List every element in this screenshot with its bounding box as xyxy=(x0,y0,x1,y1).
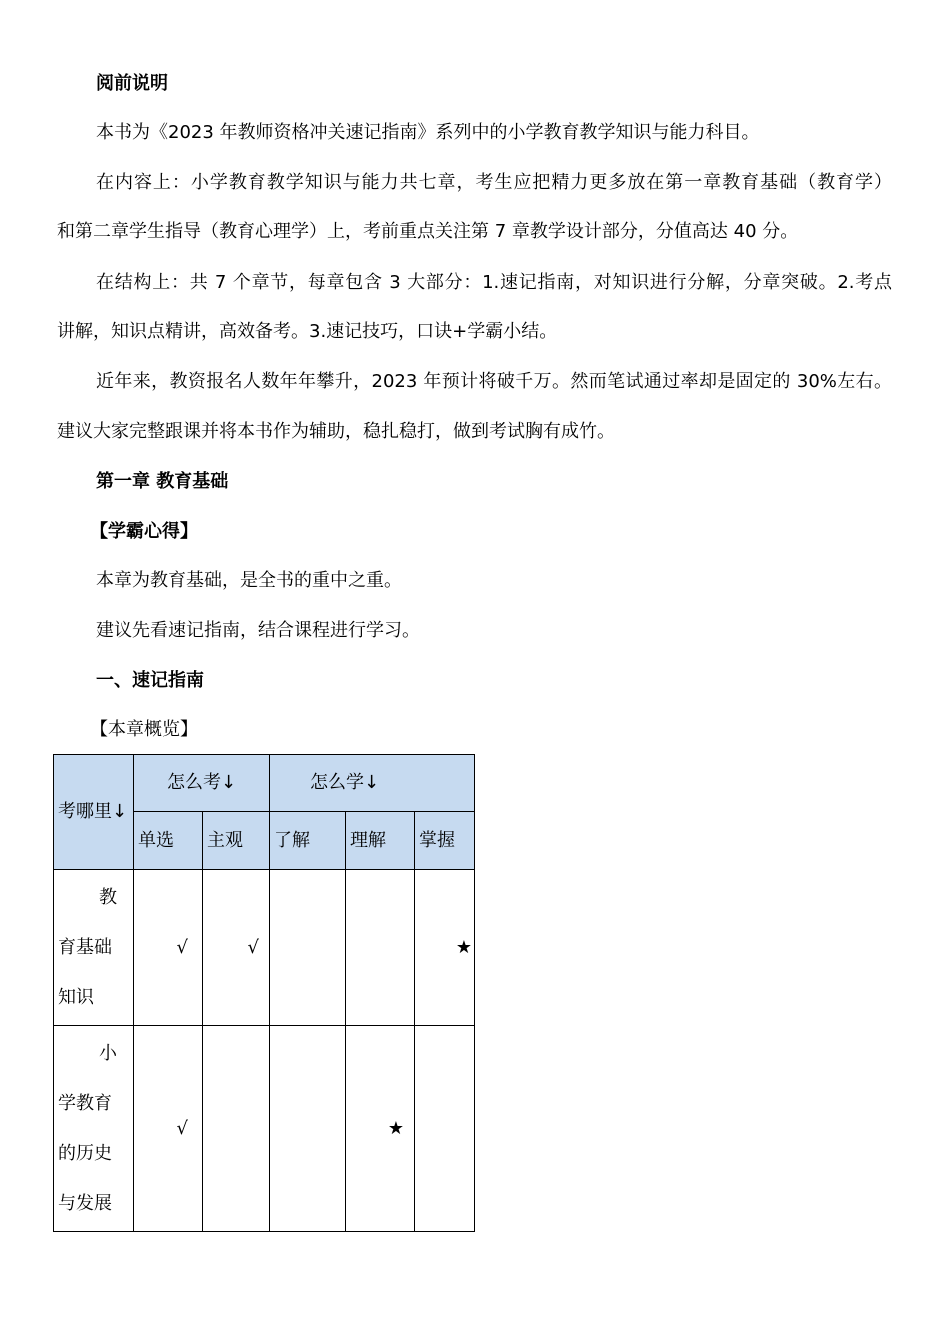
preface-paragraph-4-line-2: 建议大家完整跟课并将本书作为辅助，稳扎稳打，做到考试胸有成竹。 xyxy=(57,421,615,442)
overview-label: 【本章概览】 xyxy=(90,719,198,740)
row-label-line: 与发展 xyxy=(58,1192,112,1214)
section-heading-quick-guide: 一、速记指南 xyxy=(96,670,204,691)
table-col-subjective: 主观 xyxy=(203,812,270,870)
table-row-label xyxy=(54,1026,134,1232)
table-cell-comprehend: ★ xyxy=(346,1026,415,1232)
table-cell-subjective xyxy=(203,1026,270,1232)
table-row-label xyxy=(54,870,134,1026)
row-label-line: 小 xyxy=(99,1042,117,1064)
chapter-overview-table xyxy=(53,754,475,1232)
table-col-master: 掌握 xyxy=(415,812,475,870)
table-group-learn-header: 怎么学↓ xyxy=(270,755,475,812)
table-cell-single: √ xyxy=(134,870,203,1026)
table-row xyxy=(54,870,475,1026)
preface-paragraph-4-line-1: 近年来，教资报名人数年年攀升，2023 年预计将破千万。然而笔试通过率却是固定的 30%左右。 xyxy=(96,371,892,392)
table-group-exam-header: 怎么考↓ xyxy=(134,755,270,812)
preface-heading: 阅前说明 xyxy=(96,73,168,94)
table-cell-comprehend xyxy=(346,870,415,1026)
table-cell-understand-basic xyxy=(270,1026,346,1232)
table-corner-header: 考哪里↓ xyxy=(54,755,134,870)
table-cell-master xyxy=(415,1026,475,1232)
row-label-line: 学教育 xyxy=(58,1092,112,1114)
row-label-line: 的历史 xyxy=(58,1142,112,1164)
table-cell-understand-basic xyxy=(270,870,346,1026)
preface-paragraph-2-line-1: 在内容上：小学教育教学知识与能力共七章，考生应把精力更多放在第一章教育基础（教育学） xyxy=(96,172,892,193)
table-col-single-choice: 单选 xyxy=(134,812,203,870)
table-col-understand-basic: 了解 xyxy=(270,812,346,870)
preface-paragraph-2-line-2: 和第二章学生指导（教育心理学）上，考前重点关注第 7 章教学设计部分，分值高达 40 分。 xyxy=(57,221,799,242)
row-label-line: 知识 xyxy=(58,986,94,1008)
table-header-row-1 xyxy=(54,755,475,812)
table-cell-subjective: √ xyxy=(203,870,270,1026)
table-col-comprehend: 理解 xyxy=(346,812,415,870)
table-cell-single: √ xyxy=(134,1026,203,1232)
table-cell-master: ★ xyxy=(415,870,475,1026)
tips-paragraph-2: 建议先看速记指南，结合课程进行学习。 xyxy=(96,620,420,641)
preface-paragraph-3-line-2: 讲解，知识点精讲，高效备考。3.速记技巧，口诀+学霸小结。 xyxy=(57,321,558,342)
preface-paragraph-3-line-1: 在结构上：共 7 个章节，每章包含 3 大部分：1.速记指南，对知识进行分解，分章突破。2.考点 xyxy=(96,272,892,293)
tips-heading: 【学霸心得】 xyxy=(90,521,198,542)
tips-paragraph-1: 本章为教育基础，是全书的重中之重。 xyxy=(96,570,402,591)
preface-paragraph-1: 本书为《2023 年教师资格冲关速记指南》系列中的小学教育教学知识与能力科目。 xyxy=(96,122,760,143)
row-label-line: 教 xyxy=(99,886,117,908)
table-row xyxy=(54,1026,475,1232)
row-label-line: 育基础 xyxy=(58,936,112,958)
chapter-title: 第一章 教育基础 xyxy=(96,471,229,492)
